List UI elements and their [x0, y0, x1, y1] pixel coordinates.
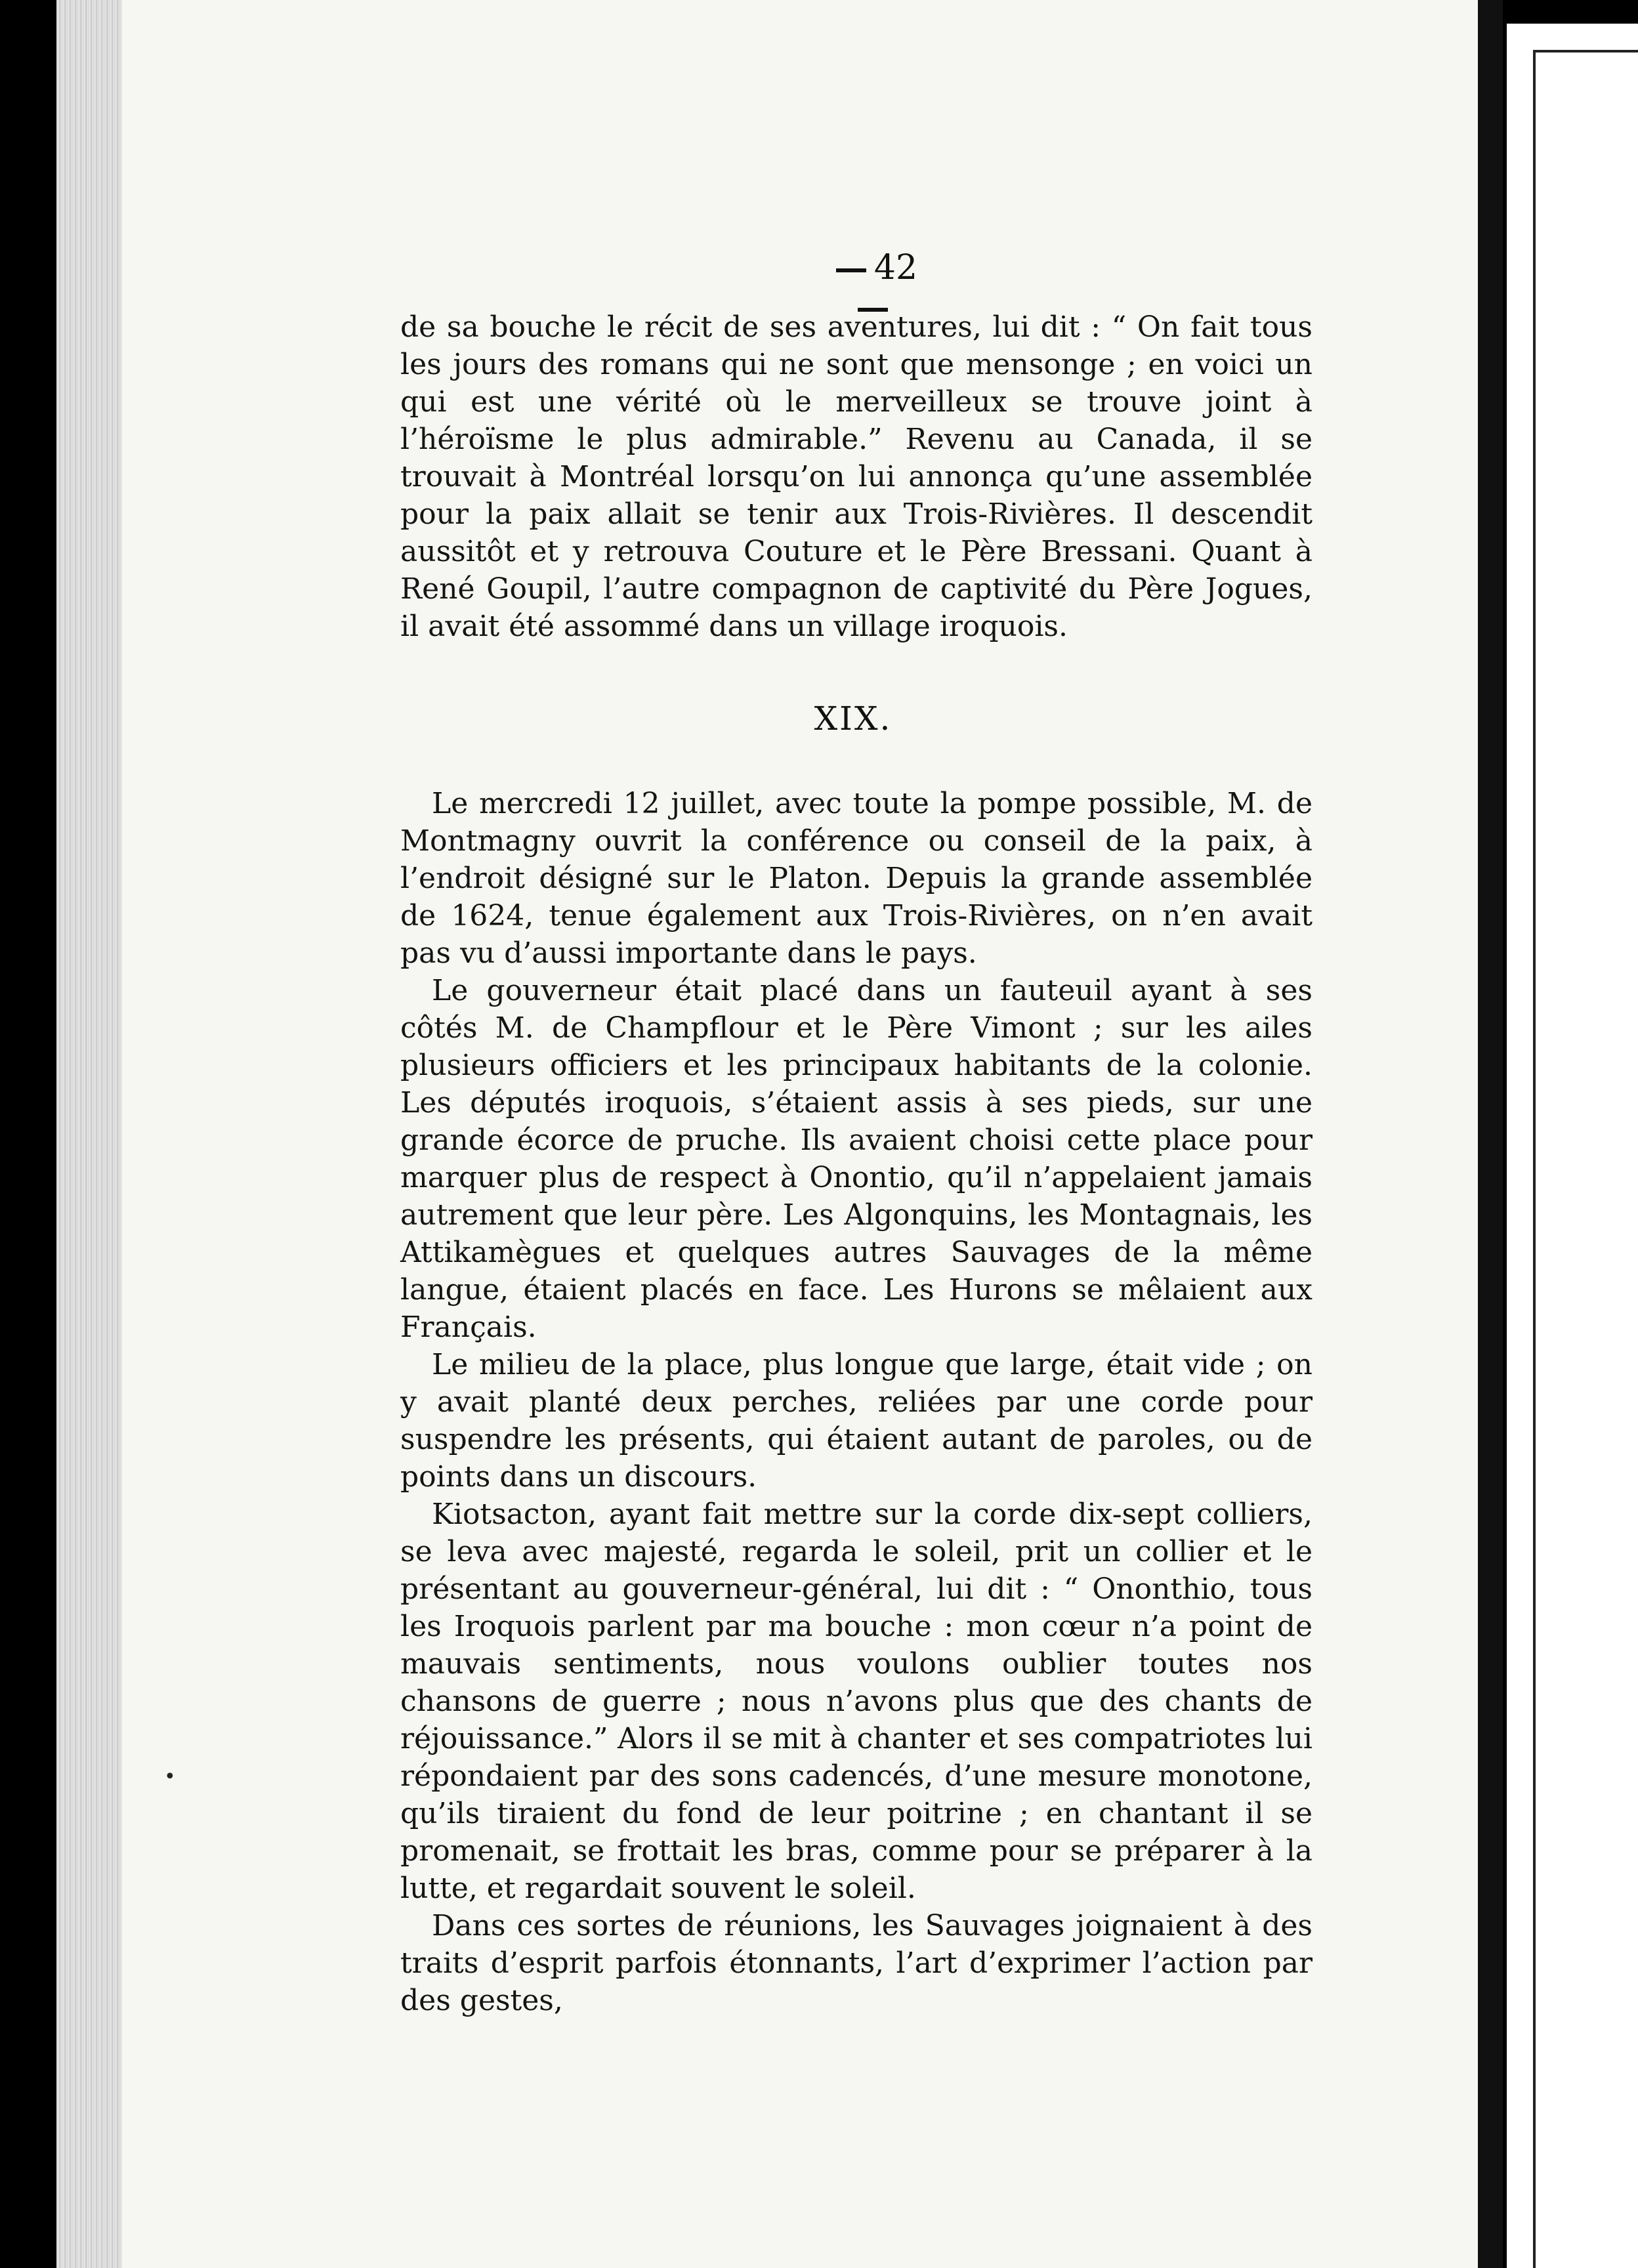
page-number-value: 42: [873, 248, 918, 287]
paragraph-3: Le milieu de la place, plus longue que large, était vide ; on y avait planté deux perches, reliées par une corde pour suspendre les présents, qui étaient autant de paroles, ou de points dans un discours.: [400, 1348, 1312, 1494]
paragraph-1: Le mercredi 12 juillet, avec toute la pompe possible, M. de Montmagny ouvrit la conférence ou conseil de la paix, à l’endroit désigné sur le Platon. Depuis la grande assemblée de 1624, tenue également aux Trois-Rivières, on n’en avait pas vu d’aussi importante dans le pays.: [400, 787, 1312, 970]
paragraph-5: Dans ces sortes de réunions, les Sauvages joignaient à des traits d’esprit parfois étonnants, l’art d’exprimer l’action par des gestes,: [400, 1909, 1312, 2017]
scan-dark-band: [1478, 0, 1503, 2268]
scan-frame: [1503, 20, 1638, 2268]
paragraph-4: Kiotsacton, ayant fait mettre sur la corde dix-sept colliers, se leva avec majesté, regarda le soleil, prit un collier et le présentant au gouverneur-général, lui dit : “ Ononthio, tous les Iroquois parlent par ma bouche : mon cœur n’a point de mauvais sentiments, nous voulons oublier toutes nos chansons de guerre ; nous n’avons plus que des chants de réjouissance.” Alors il se mit à chanter et ses compatriotes lui répondaient par des sons cadencés, d’une mesure monotone, qu’ils tiraient du fond de leur poitrine ; en chantant il se promenait, se frottait les bras, comme pour se préparer à la lutte, et regardait souvent le soleil.: [400, 1498, 1312, 1905]
top-paragraph-block: [400, 308, 1312, 645]
scan-frame-inner: [1533, 50, 1638, 2268]
page-number-dash-left: [836, 268, 866, 272]
section-heading: XIX.: [814, 700, 892, 738]
paragraph-2: Le gouverneur était placé dans un fauteuil ayant à ses côtés M. de Champflour et le Père Vimont ; sur les ailes plusieurs officiers et les principaux habitants de la colonie. Les députés iroquois, s’étaient assis à ses pieds, sur une grande écorce de pruche. Ils avaient choisi cette place pour marquer plus de respect à Onontio, qu’il n’appelaient jamais autrement que leur père. Les Algonquins, les Montagnais, les Attikamègues et quelques autres Sauvages de la même langue, étaient placés en face. Les Hurons se mêlaient aux Français.: [400, 974, 1312, 1344]
top-paragraph: de sa bouche le récit de ses aventures, lui dit : “ On fait tous les jours des romans qui ne sont que mensonge ; en voici un qui est une vérité où le merveilleux se trouve joint à l’héroïsme le plus admirable.” Revenu au Canada, il se trouvait à Montréal lorsqu’on lui annonça qu’une assemblée pour la paix allait se tenir aux Trois-Rivières. Il descendit aussitôt et y retrouva Couture et le Père Bressani. Quant à René Goupil, l’autre compagnon de captivité du Père Jogues, il avait été assommé dans un village iroquois.: [400, 310, 1312, 643]
page-binding-edge: [56, 0, 122, 2268]
section-body: [400, 785, 1312, 2019]
margin-dot: •: [164, 1765, 176, 1788]
scanned-page: [56, 0, 1478, 2268]
